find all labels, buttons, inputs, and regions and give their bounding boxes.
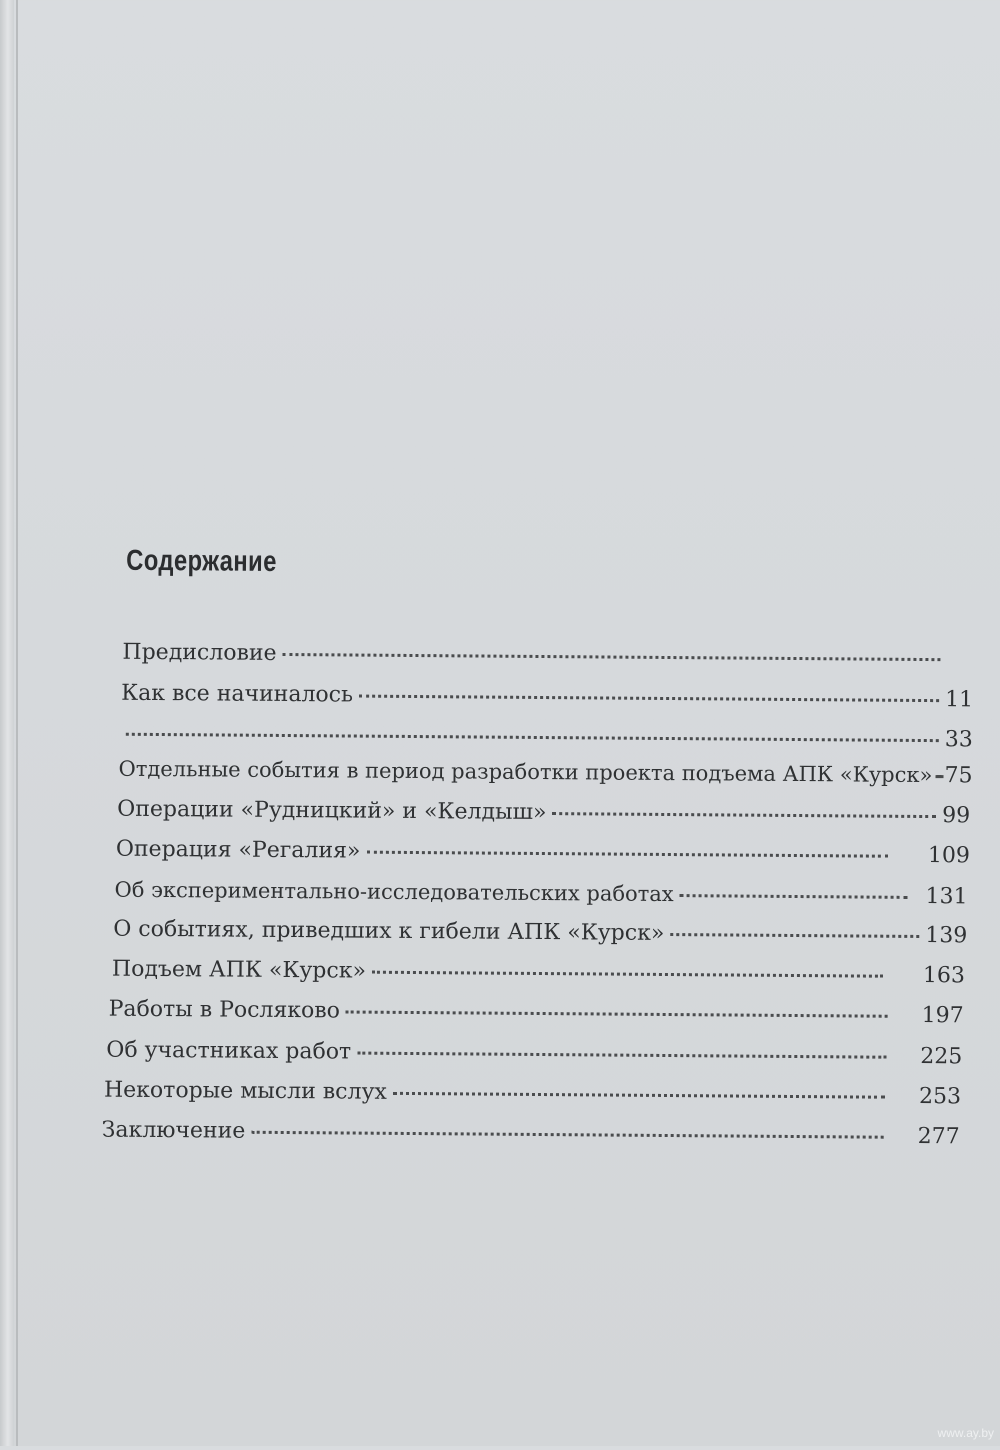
toc-entry-title: Операция «Регалия» [116,835,361,867]
toc-entry-title: Об участниках работ [106,1036,351,1068]
toc-entry-page: 253 [919,1082,961,1112]
toc-entry [112,955,965,992]
toc-entry [122,638,972,675]
toc-entry [121,679,973,716]
toc-leader-dots [357,1052,886,1059]
toc-leader-dots [359,695,939,703]
toc-entry [104,1076,961,1113]
toc-entry [114,875,967,912]
toc-entry [106,1036,962,1073]
toc-leader-dots [680,894,908,899]
toc-leader-dots [552,812,936,818]
toc-entry-page: 99 [942,801,970,831]
toc-entry [113,915,967,952]
toc-entry-title: Предисловие [122,638,276,669]
toc-entry-page: 225 [920,1042,962,1072]
toc-entry [109,995,964,1032]
toc-entry-page: 277 [918,1122,960,1152]
toc-entry-page: 33 [945,725,973,755]
toc-entry-page: 163 [923,961,965,991]
toc-leader-dots [346,1010,888,1017]
toc-entry-page: 11 [945,685,973,715]
toc-leader-dots [126,733,939,742]
toc-entry-page: 139 [925,921,967,951]
toc-entry-title: О событиях, приведших к гибели АПК «Курск» [113,915,664,949]
toc-entry [117,795,970,832]
toc-entry-title: Подъем АПК «Курск» [112,955,366,987]
toc-entry [102,1116,960,1153]
toc-leader-dots [251,1131,883,1139]
toc-entry-title: Операции «Рудницкий» и «Келдыш» [117,795,546,828]
toc-leader-dots [372,971,883,978]
toc-entry [118,754,972,791]
toc-entry-title: Как все начиналось [121,679,353,711]
toc-entry-title: Отдельные события в период разработки проекта подъема АПК «Курск» [118,754,932,790]
toc-entry-page: 197 [922,1001,964,1031]
toc-entry-page: 131 [925,882,967,912]
toc-leader-dots [366,851,887,858]
toc-entry-page: 75 [944,761,972,791]
toc-entry-title: Заключение [102,1116,246,1147]
toc-leader-dots [670,933,919,938]
toc-leader-dots [283,653,941,661]
toc-entry [120,719,973,756]
toc-heading: Содержание [126,545,277,579]
toc-entry-title: Об экспериментально-исследовательских работах [114,875,673,909]
toc-entry-title: Работы в Росляково [109,995,341,1027]
toc-leader-dots [393,1092,885,1099]
toc-entry-title: Некоторые мысли вслух [104,1076,387,1108]
toc-entry-page: 109 [928,841,970,871]
toc-entry [116,835,970,872]
watermark-text: www.ay.by [938,1426,994,1440]
